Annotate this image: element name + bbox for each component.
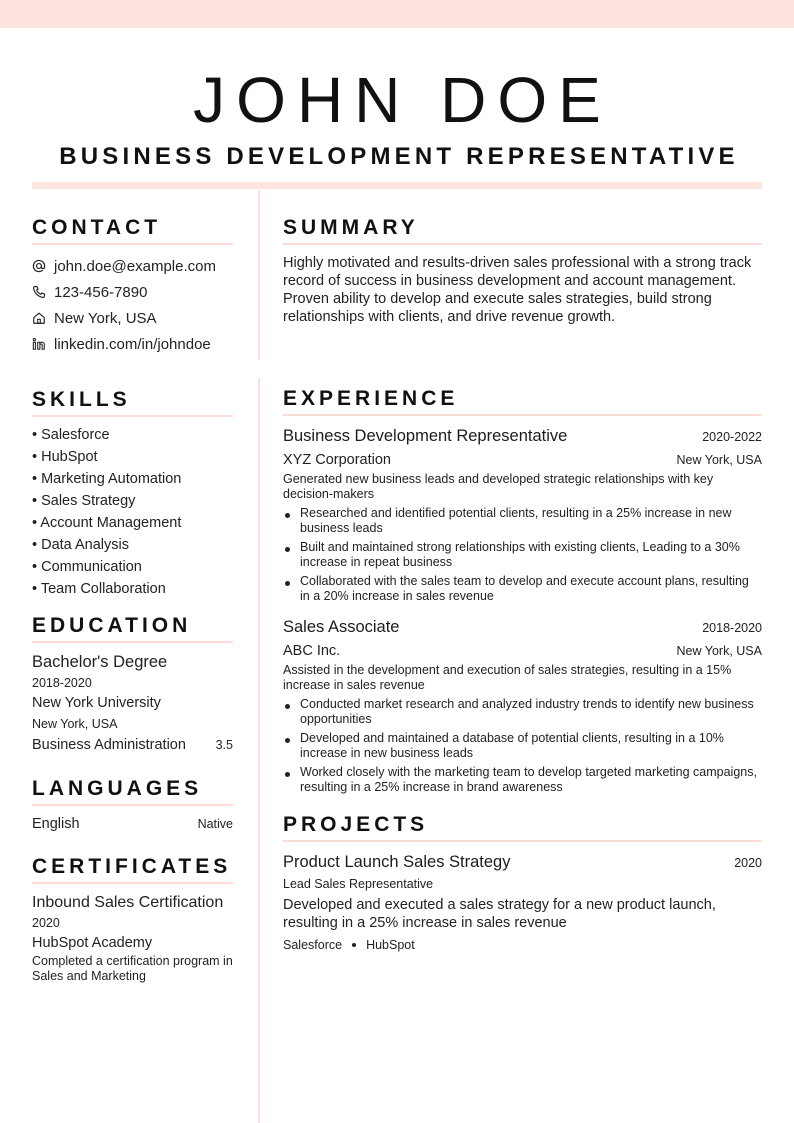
tag-separator-dot xyxy=(352,943,356,947)
skill-item: • Salesforce xyxy=(32,427,110,443)
project-year: 2020 xyxy=(734,856,762,870)
job-company-row xyxy=(283,640,762,662)
contact-list xyxy=(32,253,233,357)
experience-heading: EXPERIENCE xyxy=(283,385,762,416)
job-header xyxy=(283,424,762,449)
contact-section xyxy=(32,214,233,357)
job-company: XYZ Corporation xyxy=(283,452,391,468)
skill-item: • Data Analysis xyxy=(32,537,129,553)
project-role: Lead Sales Representative xyxy=(283,877,434,891)
linkedin-icon xyxy=(32,337,54,351)
project-tag: HubSpot xyxy=(366,938,415,952)
resume-header xyxy=(0,28,794,174)
education-section xyxy=(32,612,233,756)
skill-item: • HubSpot xyxy=(32,449,98,465)
language-level: Native xyxy=(197,817,233,831)
job-description: Generated new business leads and developed strategic relationships with key decision-makers xyxy=(283,472,714,501)
contact-heading: CONTACT xyxy=(32,214,233,245)
projects-section xyxy=(283,811,762,955)
education-field: Business Administration xyxy=(32,737,186,753)
education-field-row xyxy=(32,734,233,756)
certificate-issuer: HubSpot Academy xyxy=(32,935,153,951)
certificate-name: Inbound Sales Certification xyxy=(32,894,224,911)
summary-section xyxy=(283,214,762,326)
contact-location xyxy=(32,305,233,331)
skill-item: • Team Collaboration xyxy=(32,581,166,597)
job-company: ABC Inc. xyxy=(283,643,341,659)
education-gpa: 3.5 xyxy=(215,738,233,752)
at-icon xyxy=(32,259,54,273)
job-bullet: Worked closely with the marketing team to develop targeted marketing campaigns, resulting in a 25% increase in brand awareness xyxy=(283,765,762,795)
certificates-section xyxy=(32,853,233,984)
left-column xyxy=(32,214,233,984)
contact-email[interactable] xyxy=(32,253,233,279)
project-tags xyxy=(283,935,762,955)
skills-section xyxy=(32,386,233,600)
projects-heading: PROJECTS xyxy=(283,811,762,842)
candidate-name: JOHN DOE xyxy=(193,64,612,136)
contact-location-text: New York, USA xyxy=(54,309,157,327)
education-degree: Bachelor's Degree xyxy=(32,653,168,671)
contact-phone-text: 123-456-7890 xyxy=(54,283,148,301)
languages-section xyxy=(32,775,233,834)
contact-phone[interactable] xyxy=(32,279,233,305)
job-description: Assisted in the development and execution of sales strategies, resulting in a 15% increase in sales revenue xyxy=(283,663,732,692)
candidate-title: BUSINESS DEVELOPMENT REPRESENTATIVE xyxy=(59,143,739,170)
contact-linkedin[interactable] xyxy=(32,331,233,357)
contact-linkedin-text: linkedin.com/in/johndoe xyxy=(54,335,211,353)
phone-icon xyxy=(32,285,54,299)
job-bullet: Collaborated with the sales team to develop and execute account plans, resulting in a 20% increase in sales revenue xyxy=(283,574,762,604)
job-location: New York, USA xyxy=(676,453,762,467)
job-bullets xyxy=(283,506,762,604)
project-description: Developed and executed a sales strategy for a new product launch, resulting in a 25% increase in sales revenue xyxy=(283,897,716,931)
summary-heading: SUMMARY xyxy=(283,214,762,245)
job-entry xyxy=(283,424,762,604)
language-name: English xyxy=(32,816,80,832)
certificate-year: 2020 xyxy=(32,916,60,930)
skill-item: • Marketing Automation xyxy=(32,471,182,487)
language-item xyxy=(32,814,233,834)
skill-item: • Account Management xyxy=(32,515,182,531)
education-school: New York University xyxy=(32,695,161,711)
job-company-row xyxy=(283,449,762,471)
education-heading: EDUCATION xyxy=(32,612,233,643)
skills-list xyxy=(32,424,233,600)
right-column xyxy=(283,214,762,955)
header-divider xyxy=(32,182,762,189)
job-dates: 2018-2020 xyxy=(702,621,762,635)
education-location: New York, USA xyxy=(32,717,118,731)
skills-heading: SKILLS xyxy=(32,386,233,417)
job-bullet: Conducted market research and analyzed industry trends to identify new business opportunities xyxy=(283,697,762,727)
skill-item: • Sales Strategy xyxy=(32,493,136,509)
contact-email-text: john.doe@example.com xyxy=(54,257,216,275)
column-divider-bottom xyxy=(258,378,260,1123)
job-dates: 2020-2022 xyxy=(702,430,762,444)
languages-heading: LANGUAGES xyxy=(32,775,233,806)
skill-item: • Communication xyxy=(32,559,142,575)
job-bullets xyxy=(283,697,762,795)
job-header xyxy=(283,615,762,640)
certificate-description: Completed a certification program in Sales and Marketing xyxy=(32,954,233,983)
experience-section xyxy=(283,385,762,795)
job-title: Business Development Representative xyxy=(283,427,568,445)
project-name: Product Launch Sales Strategy xyxy=(283,853,511,871)
job-bullet: Researched and identified potential clients, resulting in a 25% increase in new business leads xyxy=(283,506,762,536)
project-tag: Salesforce xyxy=(283,938,343,952)
job-title: Sales Associate xyxy=(283,618,400,636)
job-bullet: Developed and maintained a database of potential clients, resulting in a 10% increase in new business leads xyxy=(283,731,762,761)
top-accent-bar xyxy=(0,0,794,28)
project-header xyxy=(283,850,762,875)
job-entry xyxy=(283,615,762,795)
job-location: New York, USA xyxy=(676,644,762,658)
certificates-heading: CERTIFICATES xyxy=(32,853,233,884)
job-bullet: Built and maintained strong relationships with existing clients, Leading to a 30% increase in repeat business xyxy=(283,540,762,570)
column-divider-top xyxy=(258,190,260,360)
education-dates: 2018-2020 xyxy=(32,676,92,690)
summary-text: Highly motivated and results-driven sales professional with a strong track record of success in business development and account management. Proven ability to develop and execute sales strategies, build strong relationships with clients, and drive revenue growth. xyxy=(283,255,752,325)
home-icon xyxy=(32,311,54,325)
